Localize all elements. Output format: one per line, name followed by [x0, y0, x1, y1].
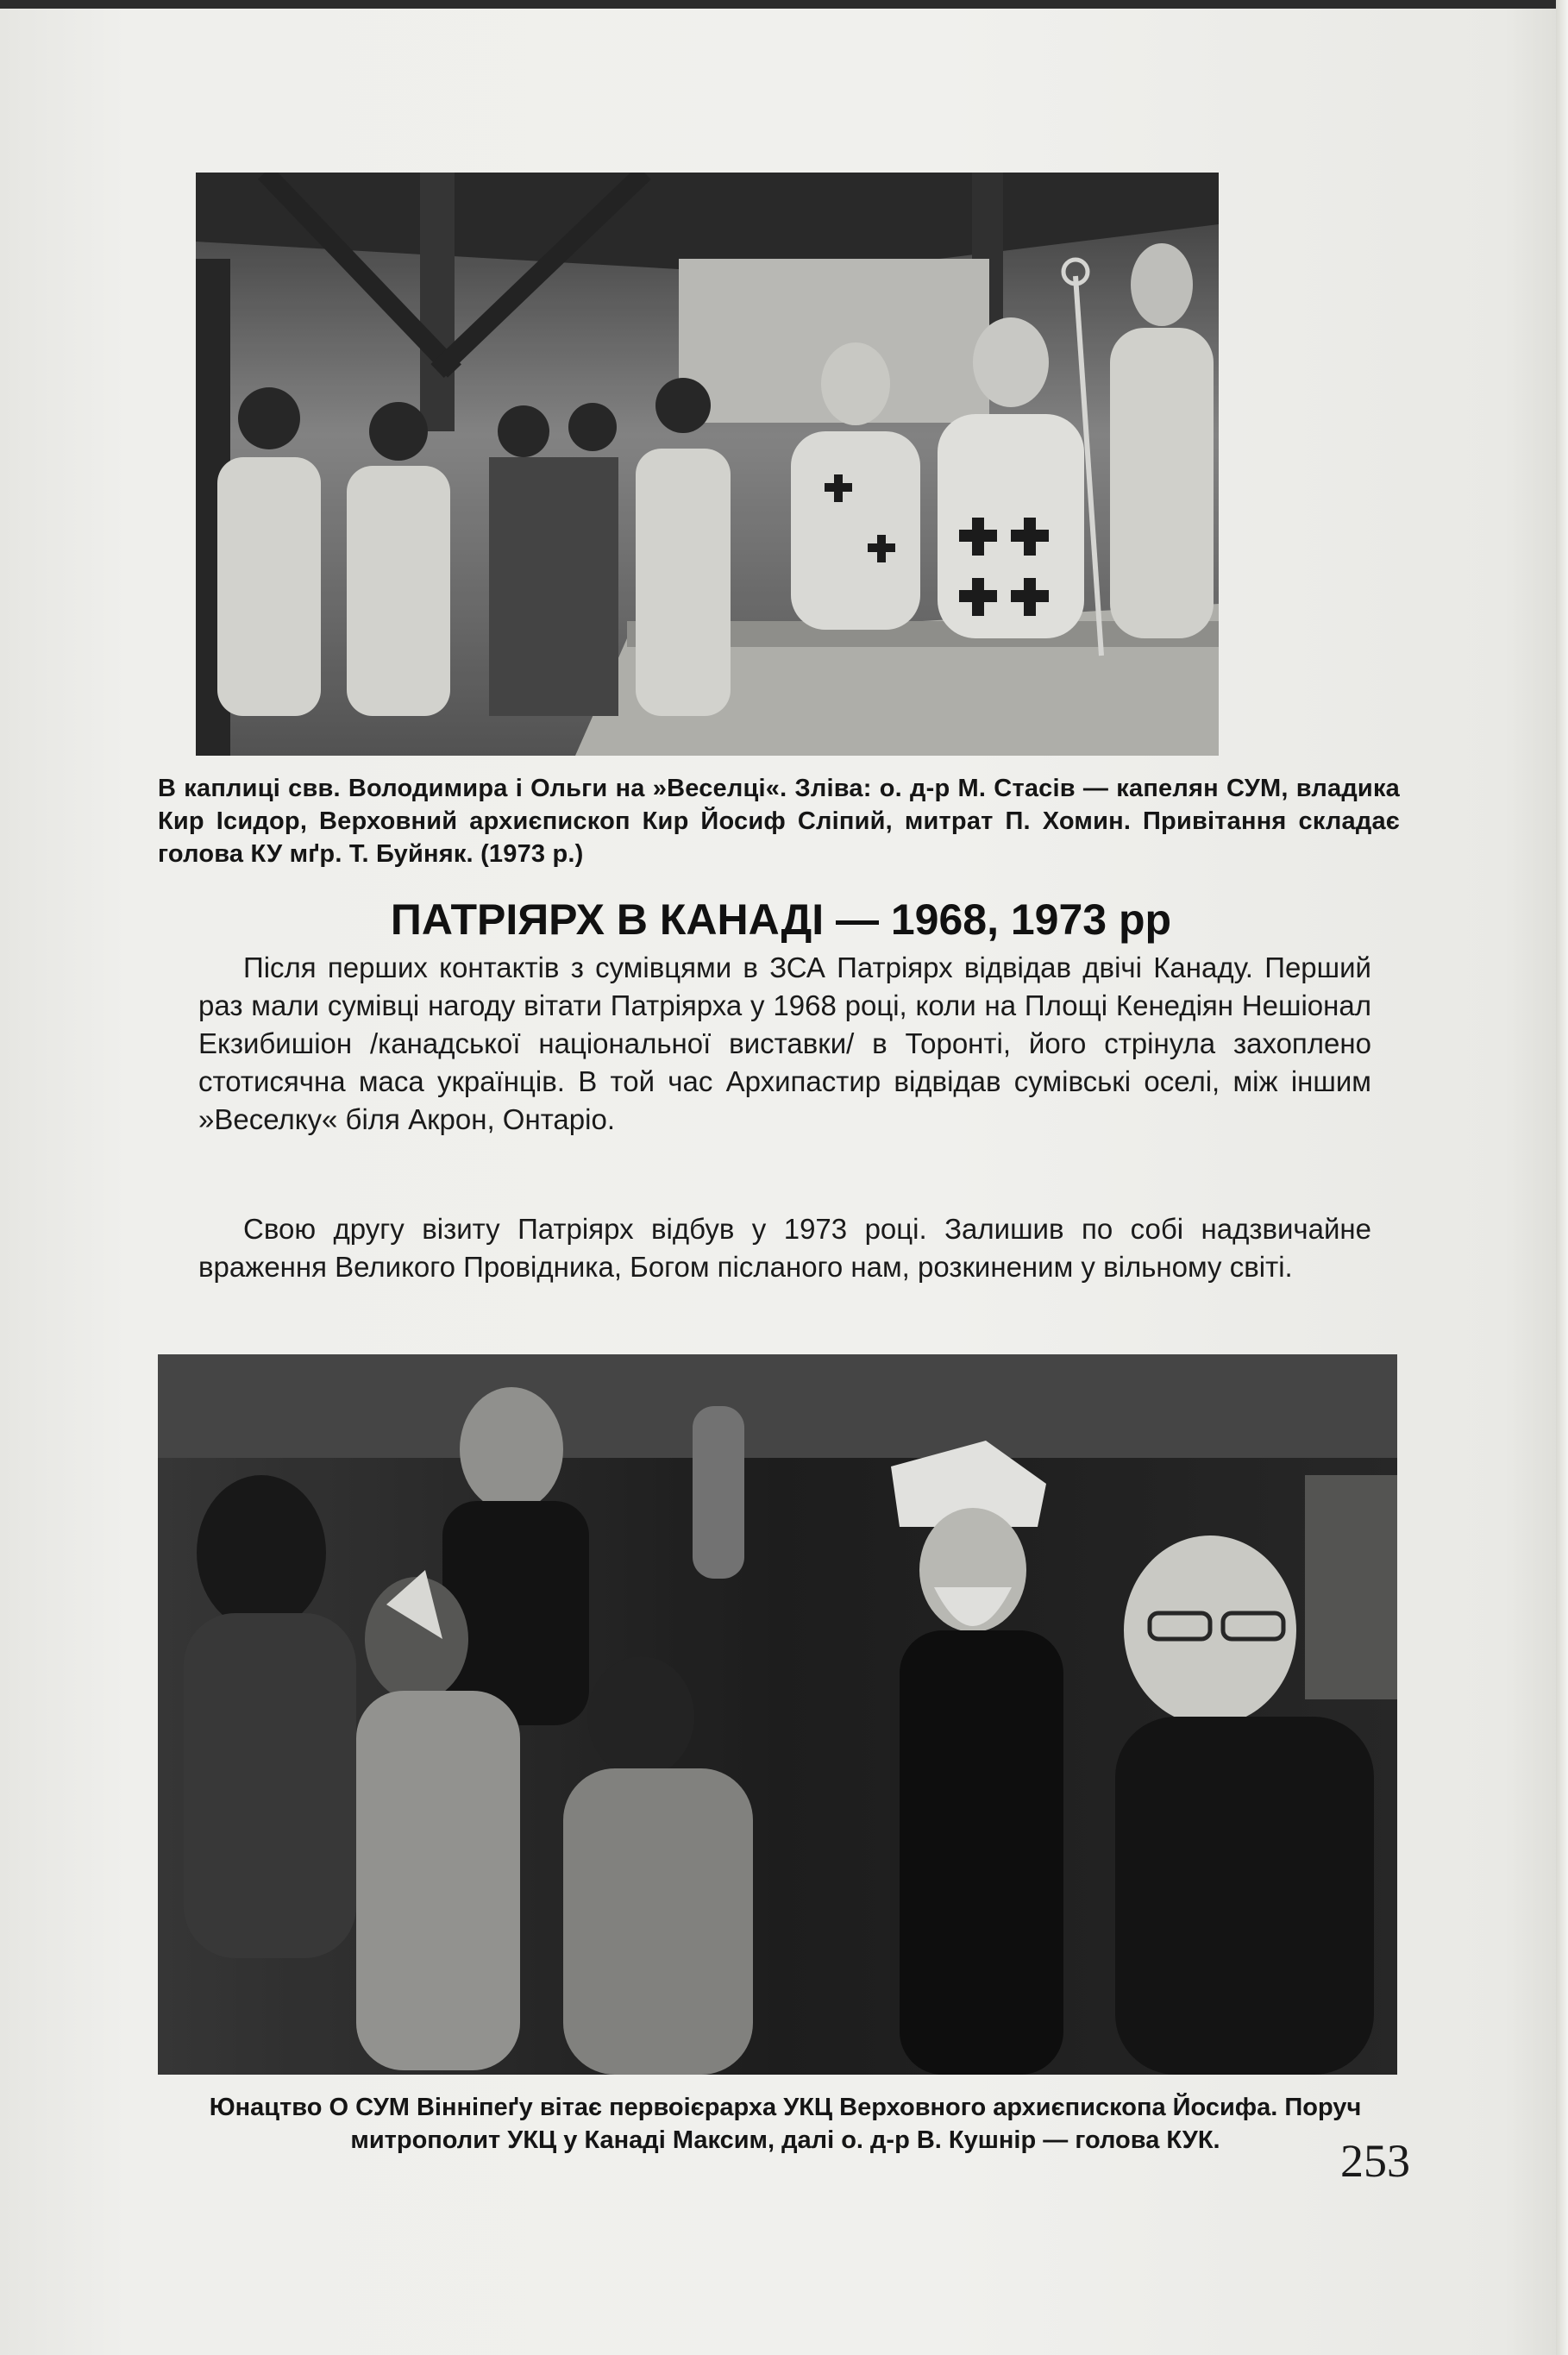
- article-title: ПАТРІЯРХ В КАНАДІ — 1968, 1973 рр: [390, 895, 1172, 944]
- article-paragraph: Після перших контактів з сумівцями в ЗСА Патріярх відвідав двічі Канаду. Перший раз мали сумівці нагоду вітати Патріярха у 1968 році, коли на Площі Кенедіян Нешіонал Екзибишіон /канадської національної виставки/ в Торонті, його стрінула захоплено стотисячна маса українців. В той час Архипастир відвідав сумівські оселі, між іншим »Веселку« біля Акрон, Онтаріо.: [198, 951, 1371, 1135]
- scan-top-edge: [0, 0, 1568, 9]
- youth-greeting-photo: [158, 1354, 1397, 2075]
- article-paragraph: Свою другу візиту Патріярх відбув у 1973 році. Залишив по собі надзвичайне враження Великого Провідника, Богом післаного нам, розкиненим у вільному світі.: [198, 1213, 1371, 1283]
- photo-2-caption: Юнацтво О СУМ Вінніпеґу вітає первоієрарха УКЦ Верховного архиєпископа Йосифа. Поруч митрополит УКЦ у Канаді Максим, далі о. д-р В. Кушнір — голова КУК.: [209, 2094, 1362, 2154]
- photo-1-caption: В каплиці свв. Володимира і Ольги на »Веселці«. Зліва: о. д-р М. Стасів — капелян СУМ, владика Кир Ісидор, Верховний архиєпископ Кир Йосиф Сліпий, митрат П. Хомин. Привітання складає голова КУ мґр. Т. Буйняк. (1973 р.): [158, 775, 1400, 868]
- page-gutter: [1556, 0, 1568, 2355]
- chapel-service-photo: [196, 173, 1219, 756]
- page-number: 253: [1340, 2135, 1410, 2187]
